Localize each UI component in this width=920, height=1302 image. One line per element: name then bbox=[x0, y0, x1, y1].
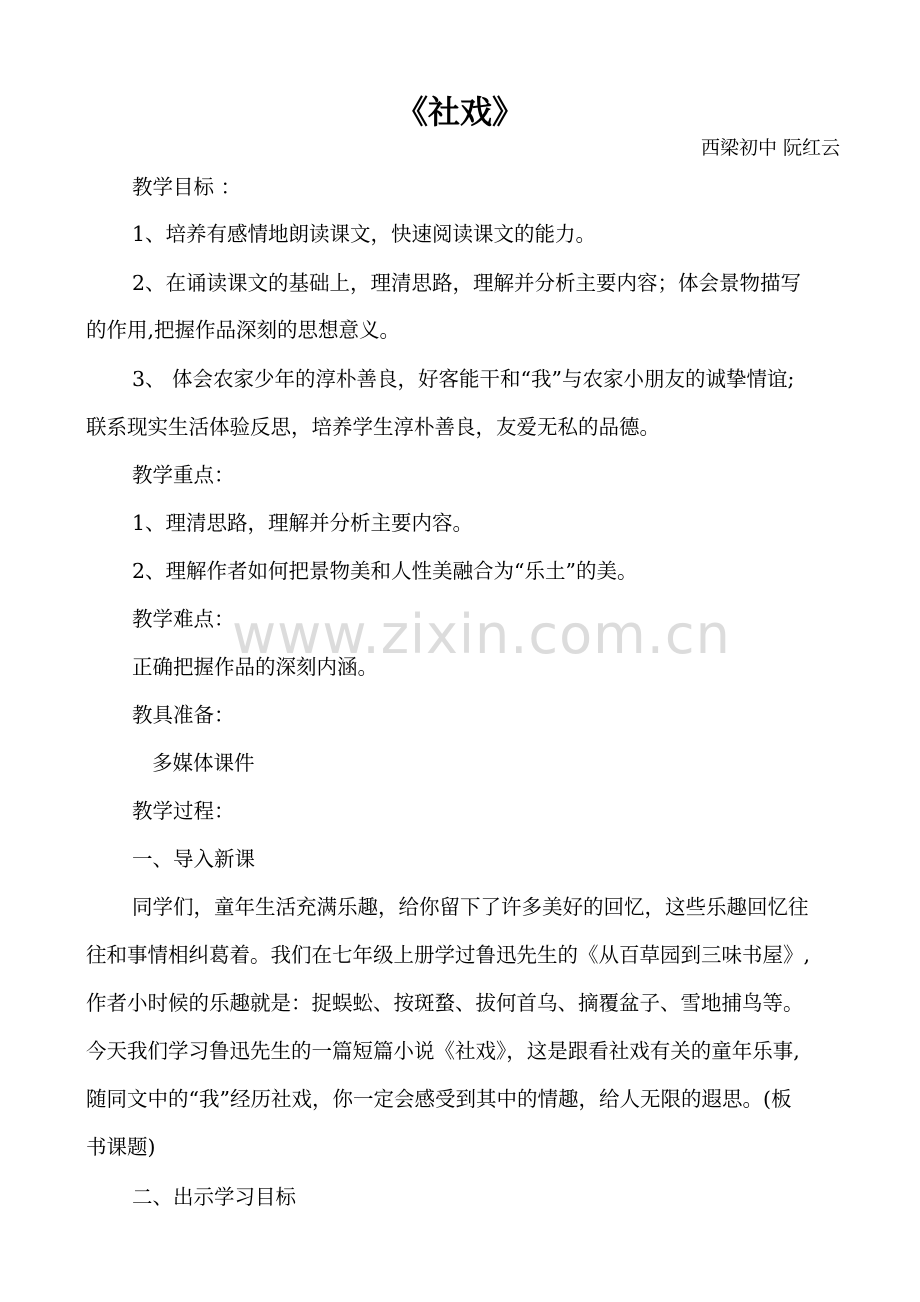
heading-materials: 教具准备： bbox=[132, 703, 235, 727]
heading-teaching-goals: 教学目标 ： bbox=[132, 175, 242, 199]
heading-process: 教学过程： bbox=[132, 799, 235, 823]
intro-paragraph-line-1: 同学们，童年生活充满乐趣，给你留下了许多美好的回忆，这些乐趣回忆往 bbox=[132, 895, 809, 919]
intro-paragraph-line-6: 书课题) bbox=[86, 1135, 156, 1159]
goal-1: 1、培养有感情地朗读课文，快速阅读课文的能力。 bbox=[132, 222, 597, 246]
heading-difficulties: 教学难点： bbox=[132, 607, 235, 631]
goal-2-line-1: 2、在诵读课文的基础上，理清思路，理解并分析主要内容；体会景物描写 bbox=[132, 271, 802, 295]
intro-paragraph-line-2: 往和事情相纠葛着。我们在七年级上册学过鲁迅先生的《从百草园到三味书屋》, bbox=[86, 943, 811, 967]
intro-paragraph-line-3: 作者小时候的乐趣就是：捉蜈蚣、按斑蝥、拔何首乌、摘覆盆子、雪地捕鸟等。 bbox=[86, 991, 804, 1015]
section-1-heading: 一、导入新课 bbox=[132, 847, 255, 871]
goal-3-line-1: 3、 体会农家少年的淳朴善良，好客能干和“我”与农家小朋友的诚挚情谊; bbox=[132, 367, 795, 391]
heading-key-points: 教学重点： bbox=[132, 463, 235, 487]
difficulty-1: 正确把握作品的深刻内涵。 bbox=[132, 655, 378, 679]
intro-paragraph-line-4: 今天我们学习鲁迅先生的一篇短篇小说《社戏》，这是跟看社戏有关的童年乐事, bbox=[86, 1039, 800, 1063]
goal-2-line-2: 的作用,把握作品深刻的思想意义。 bbox=[86, 318, 401, 342]
material-item: 多媒体课件 bbox=[152, 751, 255, 775]
key-point-2: 2、理解作者如何把景物美和人性美融合为“乐土”的美。 bbox=[132, 559, 638, 583]
document-title: 《社戏》 bbox=[395, 93, 524, 131]
watermark: www.zixin.com.cn bbox=[232, 603, 731, 666]
author-line: 西梁初中 阮红云 bbox=[700, 137, 840, 159]
goal-3-line-2: 联系现实生活体验反思，培养学生淳朴善良，友爱无私的品德。 bbox=[86, 415, 660, 439]
key-point-1: 1、理清思路，理解并分析主要内容。 bbox=[132, 511, 474, 535]
section-2-heading: 二、出示学习目标 bbox=[132, 1185, 296, 1209]
intro-paragraph-line-5: 随同文中的“我”经历社戏，你一定会感受到其中的情趣，给人无限的遐思。(板 bbox=[86, 1087, 792, 1111]
